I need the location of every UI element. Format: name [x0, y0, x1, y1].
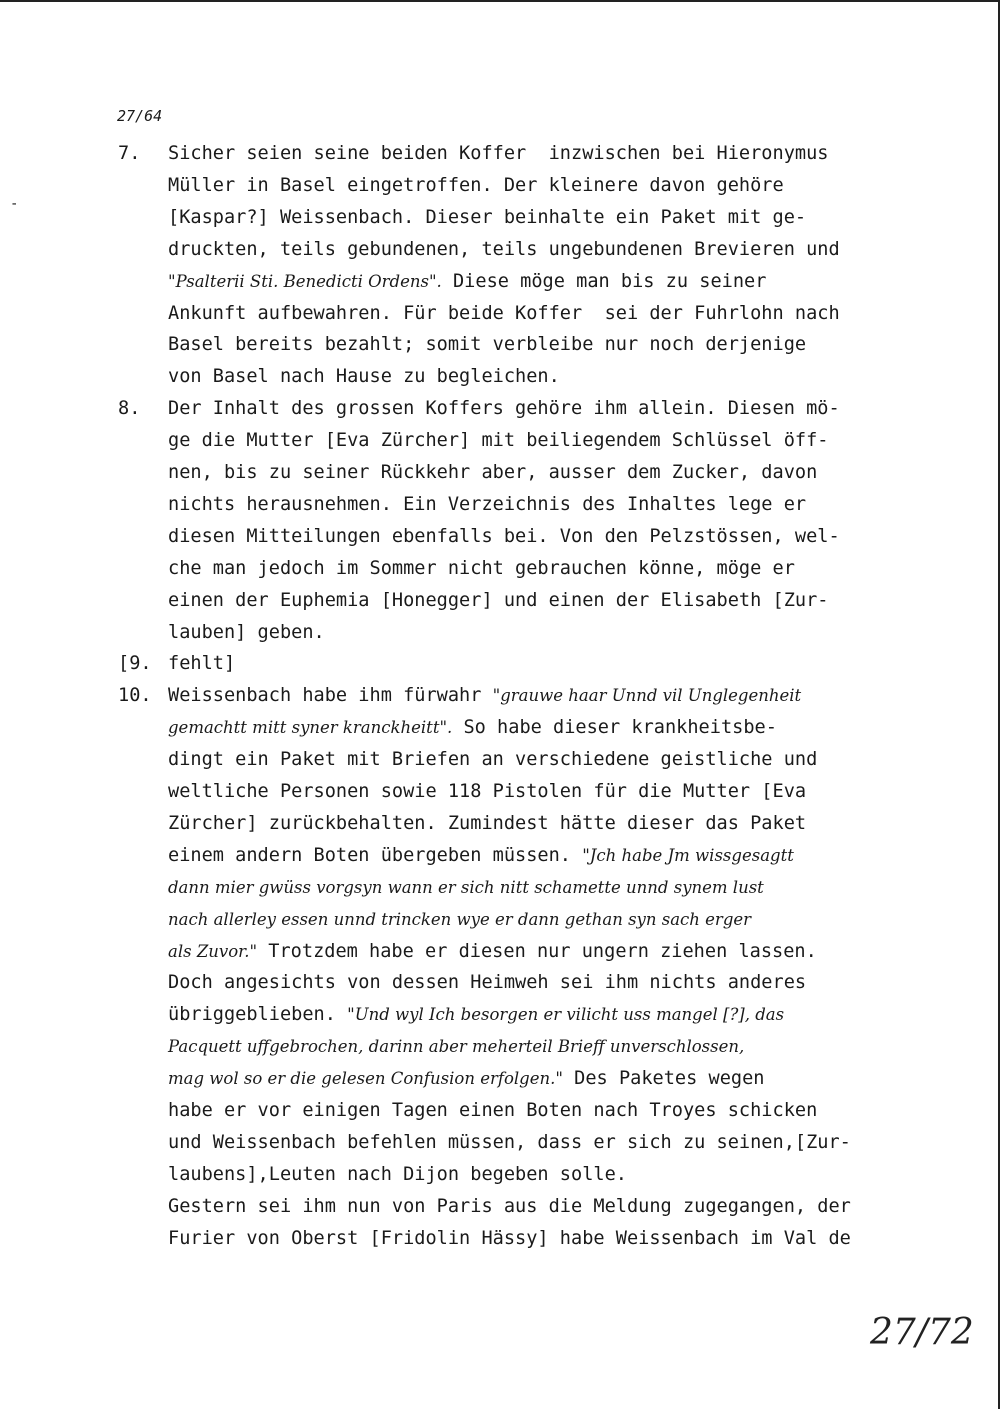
line-text: Doch angesichts von dessen Heimweh sei ihm nichts anderes	[168, 972, 807, 994]
line-text: diesen Mitteilungen ebenfalls bei. Von den Pelzstössen, wel-	[168, 525, 840, 547]
text-line	[168, 972, 806, 993]
text-line	[168, 1196, 851, 1217]
line-text: Gestern sei ihm nun von Paris aus die Meldung zugegangen, der	[168, 1195, 851, 1217]
text-line	[168, 1036, 744, 1057]
item-number: 8.	[118, 398, 141, 420]
margin-mark: -	[10, 196, 19, 212]
text-line	[168, 1100, 817, 1121]
text-line	[168, 303, 840, 324]
text-line	[168, 941, 817, 962]
quoted-source-text: "Und wyl Ich besorgen er vilicht uss mangel [?], das	[347, 1005, 785, 1025]
text-line	[168, 1228, 851, 1249]
quoted-source-text: "grauwe haar Unnd vil Unglegenheit	[492, 686, 802, 706]
line-text: Sicher seien seine beiden Koffer inzwischen bei Hieronymus	[168, 143, 829, 164]
text-line	[168, 366, 560, 387]
line-text: von Basel nach Hause zu begleichen.	[168, 366, 560, 388]
text-line	[168, 1132, 851, 1153]
text-line	[168, 622, 325, 643]
text-line	[168, 1004, 784, 1025]
line-text: Der Inhalt des grossen Koffers gehöre ihm allein. Diesen mö-	[168, 398, 840, 420]
text-line	[168, 175, 784, 196]
line-text: Diese möge man bis zu seiner	[441, 270, 767, 292]
text-line	[168, 813, 806, 834]
text-line	[168, 239, 840, 260]
handwritten-page-number: 27/72	[870, 1312, 974, 1353]
line-text: Furier von Oberst [Fridolin Hässy] habe Weissenbach im Val de	[168, 1227, 851, 1249]
text-line	[168, 749, 817, 770]
text-line	[168, 909, 751, 930]
text-line	[168, 207, 806, 228]
text-line	[168, 271, 766, 292]
line-text: Basel bereits bezahlt; somit verbleibe nur noch derjenige	[168, 334, 807, 356]
item-number: [9.	[118, 653, 152, 675]
text-line	[168, 590, 828, 611]
line-text: So habe dieser krankheitsbe-	[452, 717, 777, 739]
text-line	[168, 526, 840, 547]
line-text: weltliche Personen sowie 118 Pistolen für die Mutter [Eva	[168, 781, 807, 802]
line-text: und Weissenbach befehlen müssen, dass er sich zu seinen,[Zur-	[168, 1131, 851, 1153]
quoted-source-text: dann mier gwüss vorgsyn wann er sich nitt schamette unnd synem lust	[168, 877, 764, 897]
quoted-source-text: "Jch habe Jm wissgesagtt	[582, 845, 794, 865]
line-text: übriggeblieben.	[168, 1004, 348, 1026]
line-text: habe er vor einigen Tagen einen Boten nach Troyes schicken	[168, 1100, 818, 1121]
quoted-source-text: "Psalterii Sti. Benedicti Ordens".	[168, 271, 442, 291]
quoted-source-text: nach allerley essen unnd trincken wye er dann gethan syn sach erger	[168, 909, 752, 929]
line-text: Weissenbach habe ihm fürwahr	[168, 685, 493, 707]
line-text: Des Paketes wegen	[562, 1068, 765, 1090]
line-text: einen der Euphemia [Honegger] und einen der Elisabeth [Zur-	[168, 589, 829, 611]
text-line	[168, 877, 764, 898]
text-line	[168, 334, 806, 355]
text-line	[168, 717, 777, 738]
text-line	[168, 398, 840, 419]
line-text: einem andern Boten übergeben müssen.	[168, 844, 583, 866]
line-text: ge die Mutter [Eva Zürcher] mit beiliegendem Schlüssel öff-	[168, 430, 829, 452]
line-text: Trotzdem habe er diesen nur ungern ziehen lassen.	[257, 940, 817, 962]
page-reference: 27/64	[117, 107, 163, 125]
text-line	[168, 781, 806, 802]
text-line	[168, 845, 794, 866]
quoted-source-text: Pacquett uffgebrochen, darinn aber meherteil Brieff unverschlossen,	[168, 1037, 745, 1057]
text-line	[168, 494, 806, 515]
text-line	[168, 143, 828, 164]
quoted-source-text: gemachtt mitt syner kranckheitt".	[168, 718, 453, 738]
quoted-source-text: als Zuvor."	[168, 941, 258, 961]
quoted-source-text: mag wol so er die gelesen Confusion erfolgen."	[168, 1069, 563, 1089]
line-text: dingt ein Paket mit Briefen an verschiedene geistliche und	[168, 749, 818, 771]
line-text: nichts herausnehmen. Ein Verzeichnis des Inhaltes lege er	[168, 493, 807, 515]
top-edge-line	[0, 0, 1000, 2]
text-line	[168, 685, 801, 706]
line-text: che man jedoch im Sommer nicht gebrauchen könne, möge er	[168, 557, 795, 579]
line-text: druckten, teils gebundenen, teils ungebundenen Brevieren und	[168, 238, 840, 260]
text-line	[168, 558, 795, 579]
line-text: Ankunft aufbewahren. Für beide Koffer sei der Fuhrlohn nach	[168, 302, 840, 324]
text-line	[168, 462, 817, 483]
line-text: nen, bis zu seiner Rückkehr aber, ausser dem Zucker, davon	[168, 462, 818, 483]
line-text: Zürcher] zurückbehalten. Zumindest hätte dieser das Paket	[168, 812, 807, 834]
item-number: 10.	[118, 685, 152, 707]
line-text: fehlt]	[168, 653, 236, 675]
line-text: [Kaspar?] Weissenbach. Dieser beinhalte ein Paket mit ge-	[168, 206, 807, 228]
text-line	[168, 653, 235, 674]
line-text: Müller in Basel eingetroffen. Der kleinere davon gehöre	[168, 174, 784, 196]
line-text: laubens],Leuten nach Dijon begeben solle.	[168, 1163, 627, 1185]
text-line	[168, 1068, 764, 1089]
text-line	[168, 430, 828, 451]
line-text: lauben] geben.	[168, 621, 325, 643]
text-line	[168, 1164, 627, 1185]
item-number: 7.	[118, 143, 141, 164]
